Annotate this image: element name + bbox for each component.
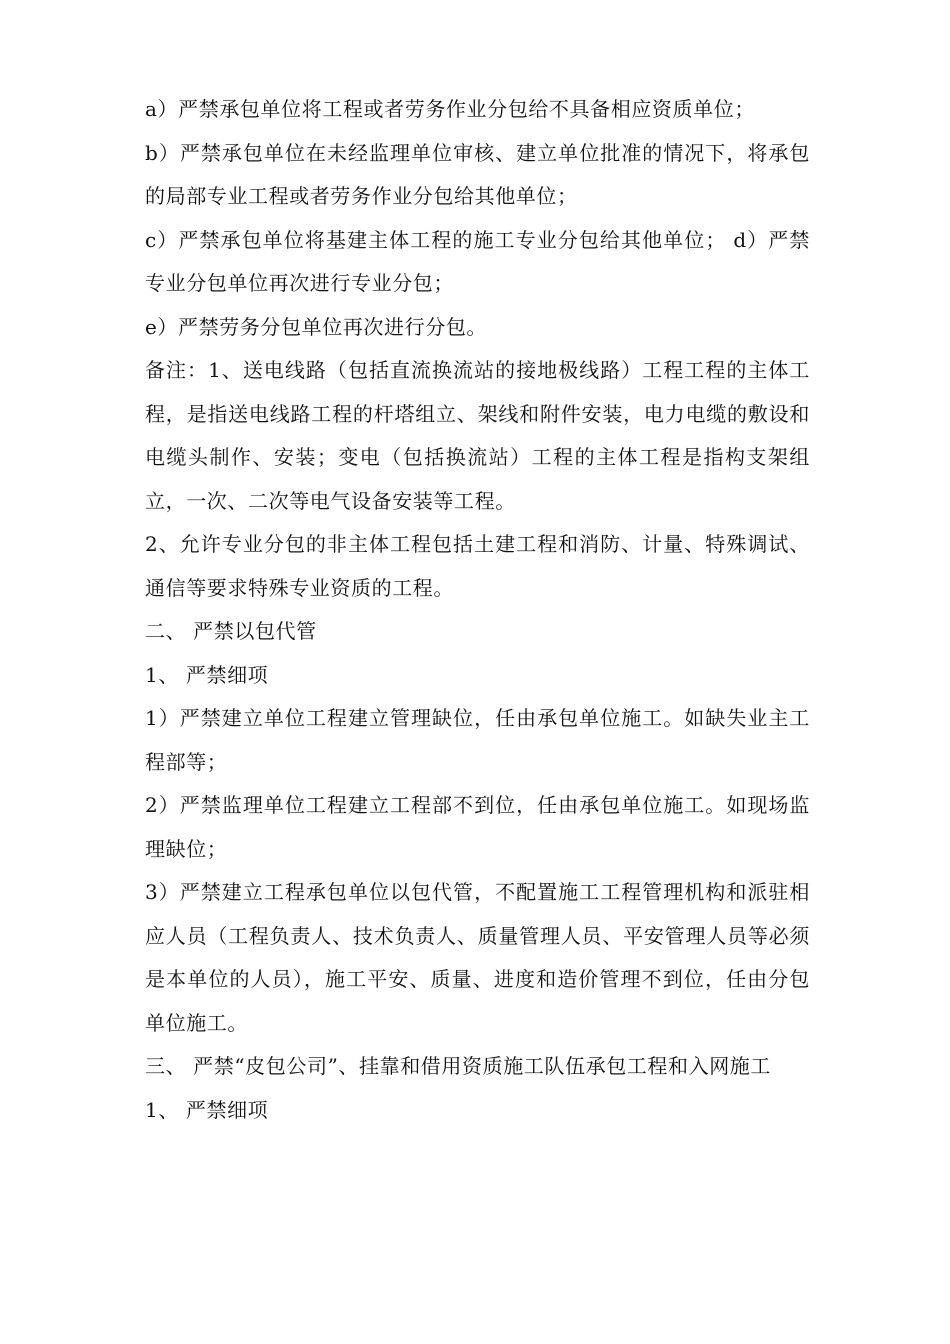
subsection-heading: 1、 严禁细项	[145, 1097, 269, 1122]
section-heading-2: 二、 严禁以包代管	[145, 619, 317, 643]
document-body	[145, 88, 810, 1132]
paragraph-item-b: b）严禁承包单位在未经监理单位审核、建立单位批准的情况下，将承包的局部专业工程或者劳务作业分包给其他单位；	[145, 140, 810, 208]
paragraph-note-2: 2、允许专业分包的非主体工程包括土建工程和消防、计量、特殊调试、通信等要求特殊专业资质的工程。	[145, 532, 810, 600]
paragraph-note-1: 备注：1、送电线路（包括直流换流站的接地极线路）工程工程的主体工程，是指送电线路工程的杆塔组立、架线和附件安装，电力电缆的敷设和电缆头制作、安装；变电（包括换流站）工程的主体工程是指构支架组立，一次、二次等电气设备安装等工程。	[145, 358, 810, 513]
section-heading-3: 三、 严禁“皮包公司”、挂靠和借用资质施工队伍承包工程和入网施工	[145, 1054, 772, 1078]
paragraph-detail-3: 3）严禁建立工程承包单位以包代管，不配置施工工程管理机构和派驻相应人员（工程负责人、技术负责人、质量管理人员、平安管理人员等必须是本单位的人员），施工平安、质量、进度和造价管理不到位，任由分包单位施工。	[145, 880, 810, 1035]
paragraph-detail-1: 1）严禁建立单位工程建立管理缺位，任由承包单位施工。如缺失业主工程部等；	[145, 706, 810, 774]
paragraph-detail-2: 2）严禁监理单位工程建立工程部不到位，任由承包单位施工。如现场监理缺位；	[145, 793, 810, 861]
paragraph-item-c-d: c）严禁承包单位将基建主体工程的施工专业分包给其他单位； d）严禁专业分包单位再次进行专业分包；	[145, 227, 810, 295]
subsection-heading: 1、 严禁细项	[145, 662, 269, 687]
paragraph-item-e: e）严禁劳务分包单位再次进行分包。	[145, 314, 488, 339]
paragraph-item-a: a）严禁承包单位将工程或者劳务作业分包给不具备相应资质单位；	[145, 97, 755, 121]
